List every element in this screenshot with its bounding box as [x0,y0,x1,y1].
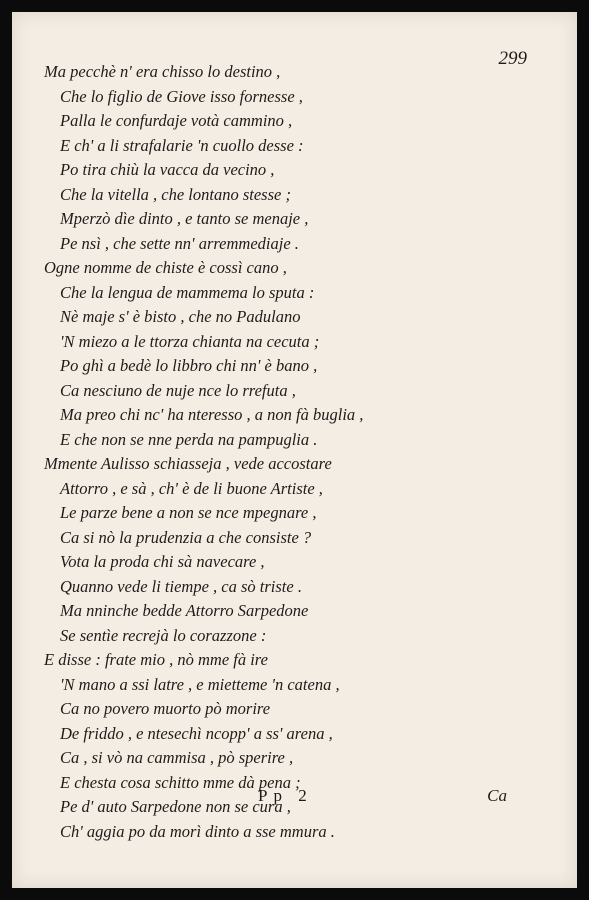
verse-line: Ca nesciuno de nuje nce lo rrefuta , [60,380,296,400]
verse-line: Ca , si vò na cammisa , pò sperire , [60,748,294,767]
verse-line: Vota la proda chi sà navecare , [60,552,265,571]
book-page [12,12,577,888]
verse-line: Ch' aggia po da morì dinto a sse mmura . [60,821,335,841]
verse-line: E chesta cosa schitto mme dà pena ; [60,772,301,792]
verse-line: Mmente Aulisso schiasseja , vede accostare [44,454,332,473]
verse-line: Le parze bene a non se nce mpegnare , [60,503,317,522]
verse-line: Che lo figlio de Giove isso fornesse , [60,86,303,106]
verse-line: Po ghì a bedè lo libbro chi nn' è bano , [60,356,318,375]
verse-line: Quanno vede li tiempe , ca sò triste . [60,576,302,596]
verse-line: Che la vitella , che lontano stesse ; [60,184,291,204]
catchword: Ca [487,786,507,805]
verse-line: Ca si nò la prudenzia a che consiste ? [60,527,312,547]
verse-line: E ch' a li strafalarie 'n cuollo desse : [60,135,304,155]
verse-line: Che la lengua de mammema lo sputa : [60,282,315,302]
verse-line: Se sentìe recrejà lo corazzone : [60,625,267,645]
verse-line: 'N mano a ssi latre , e mietteme 'n catena , [60,674,340,694]
verse-line: Mperzò dìe dinto , e tanto se menaje , [60,209,309,228]
verse-line: De friddo , e ntesechì ncopp' a ss' arena , [60,723,333,743]
signature-mark: Pp 2 [258,786,313,805]
verse-line: Ogne nomme de chiste è cossì cano , [44,258,287,277]
verse-line: Attorro , e sà , ch' è de li buone Artiste , [60,478,323,498]
verse-line: Pe d' auto Sarpedone non se cura , [60,797,291,816]
poem-text [44,60,514,844]
verse-line: Ca no povero muorto pò morire [60,699,271,718]
verse-line: Ma nninche bedde Attorro Sarpedone [60,601,309,620]
verse-line: Ma pecchè n' era chisso lo destino , [44,62,281,81]
verse-line: Palla le confurdaje votà cammino , [60,111,293,130]
page-number: 299 [498,48,527,69]
verse-line: Nè maje s' è bisto , che no Padulano [60,307,301,326]
verse-line: E che non se nne perda na pampuglia . [60,429,318,449]
verse-line: Pe nsì , che sette nn' arremmediaje . [60,233,299,253]
verse-line: Ma preo chi nc' ha nteresso , a non fà buglia , [60,405,364,424]
verse-line: Po tira chiù la vacca da vecino , [60,160,275,179]
verse-line: E disse : frate mio , nò mme fà ire [44,650,268,669]
verse-line: 'N miezo a le ttorza chianta na cecuta ; [60,331,320,351]
